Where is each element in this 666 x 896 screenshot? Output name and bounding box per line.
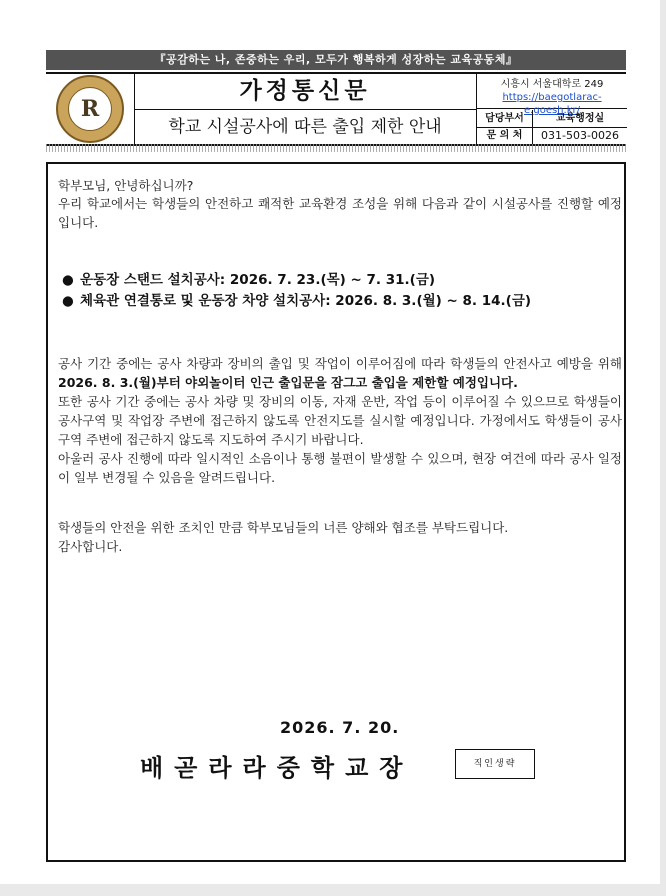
greeting: 학부모님, 안녕하십니까? xyxy=(58,178,194,193)
contact-info xyxy=(476,74,627,144)
dept-label: 담당부서 xyxy=(477,110,533,127)
contact-phone: 031-503-0026 xyxy=(541,129,619,142)
school-address: 시흥시 서울대학로 249 xyxy=(500,79,604,90)
thanks-text: 감사합니다. xyxy=(58,539,123,554)
dept-row xyxy=(477,110,627,128)
noise-paragraph: 아울러 공사 진행에 따라 일시적인 소음이나 통행 불편이 발생할 수 있으며, 현장 여건에 따라 공사 일정이 일부 변경될 수 있음을 알려드립니다. xyxy=(58,451,622,485)
address-block xyxy=(477,74,627,116)
header-table xyxy=(46,72,626,146)
header-dotted-divider xyxy=(46,144,626,152)
page-title: 가정통신문 xyxy=(134,74,476,110)
seal-omitted-box: 직인생략 xyxy=(455,749,535,779)
title-cell xyxy=(134,74,476,144)
page-subtitle: 학교 시설공사에 따른 출입 제한 안내 xyxy=(168,117,442,137)
contact-row xyxy=(477,127,627,144)
school-slogan: 『공감하는 나, 존중하는 우리, 모두가 행복하게 성장하는 교육공동체』 xyxy=(46,50,626,70)
issue-date: 2026. 7. 20. xyxy=(280,718,400,737)
cooperation-request: 학생들의 안전을 위한 조치인 만큼 학부모님들의 너른 양해와 협조를 부탁드립니다. xyxy=(58,520,509,535)
contact-label: 문 의 처 xyxy=(477,127,533,144)
notice-paragraphs xyxy=(58,354,622,487)
logo-initial: R xyxy=(68,87,112,131)
principal-signature: 배곧라라중학교장 xyxy=(140,754,414,782)
dept-value: 교육행정실 xyxy=(555,113,605,124)
list-item-text: 체육관 연결통로 및 운동장 차양 설치공사: 2026. 8. 3.(월) ~ 8. 14.(금) xyxy=(80,293,532,309)
bullet-icon: ● xyxy=(62,293,74,309)
closing-paragraph xyxy=(58,518,622,556)
bullet-icon: ● xyxy=(62,272,74,288)
list-item xyxy=(62,270,435,290)
restriction-emphasis: 2026. 8. 3.(월)부터 야외놀이터 인근 출입문을 잠그고 출입을 제한할 예정입니다. xyxy=(58,375,518,390)
school-logo-icon xyxy=(56,75,124,143)
safety-paragraph: 또한 공사 기간 중에는 공사 차량 및 장비의 이동, 자재 운반, 작업 등이 이루어질 수 있으므로 학생들이 공사구역 및 작업장 주변에 접근하지 않도록 안전지도를 실시할 예정입니다. 가정에서도 학생들이 공사구역 주변에 접근하지 않도록 지도하여 주시기 바랍니다. xyxy=(58,394,622,447)
logo-cell xyxy=(46,74,135,144)
school-url-link[interactable]: https://baegotlarac-e.goesh.kr/ xyxy=(502,92,602,116)
list-item-text: 운동장 스탠드 설치공사: 2026. 7. 23.(목) ~ 7. 31.(금) xyxy=(80,272,436,288)
restriction-text: 공사 기간 중에는 공사 차량과 장비의 출입 및 작업이 이루어짐에 따라 학생들의 안전사고 예방을 위해 xyxy=(58,356,622,371)
intro-paragraph: 우리 학교에서는 학생들의 안전하고 쾌적한 교육환경 조성을 위해 다음과 같이 시설공사를 진행할 예정입니다. xyxy=(58,196,622,230)
letter-header xyxy=(46,50,626,152)
list-item xyxy=(62,291,531,311)
